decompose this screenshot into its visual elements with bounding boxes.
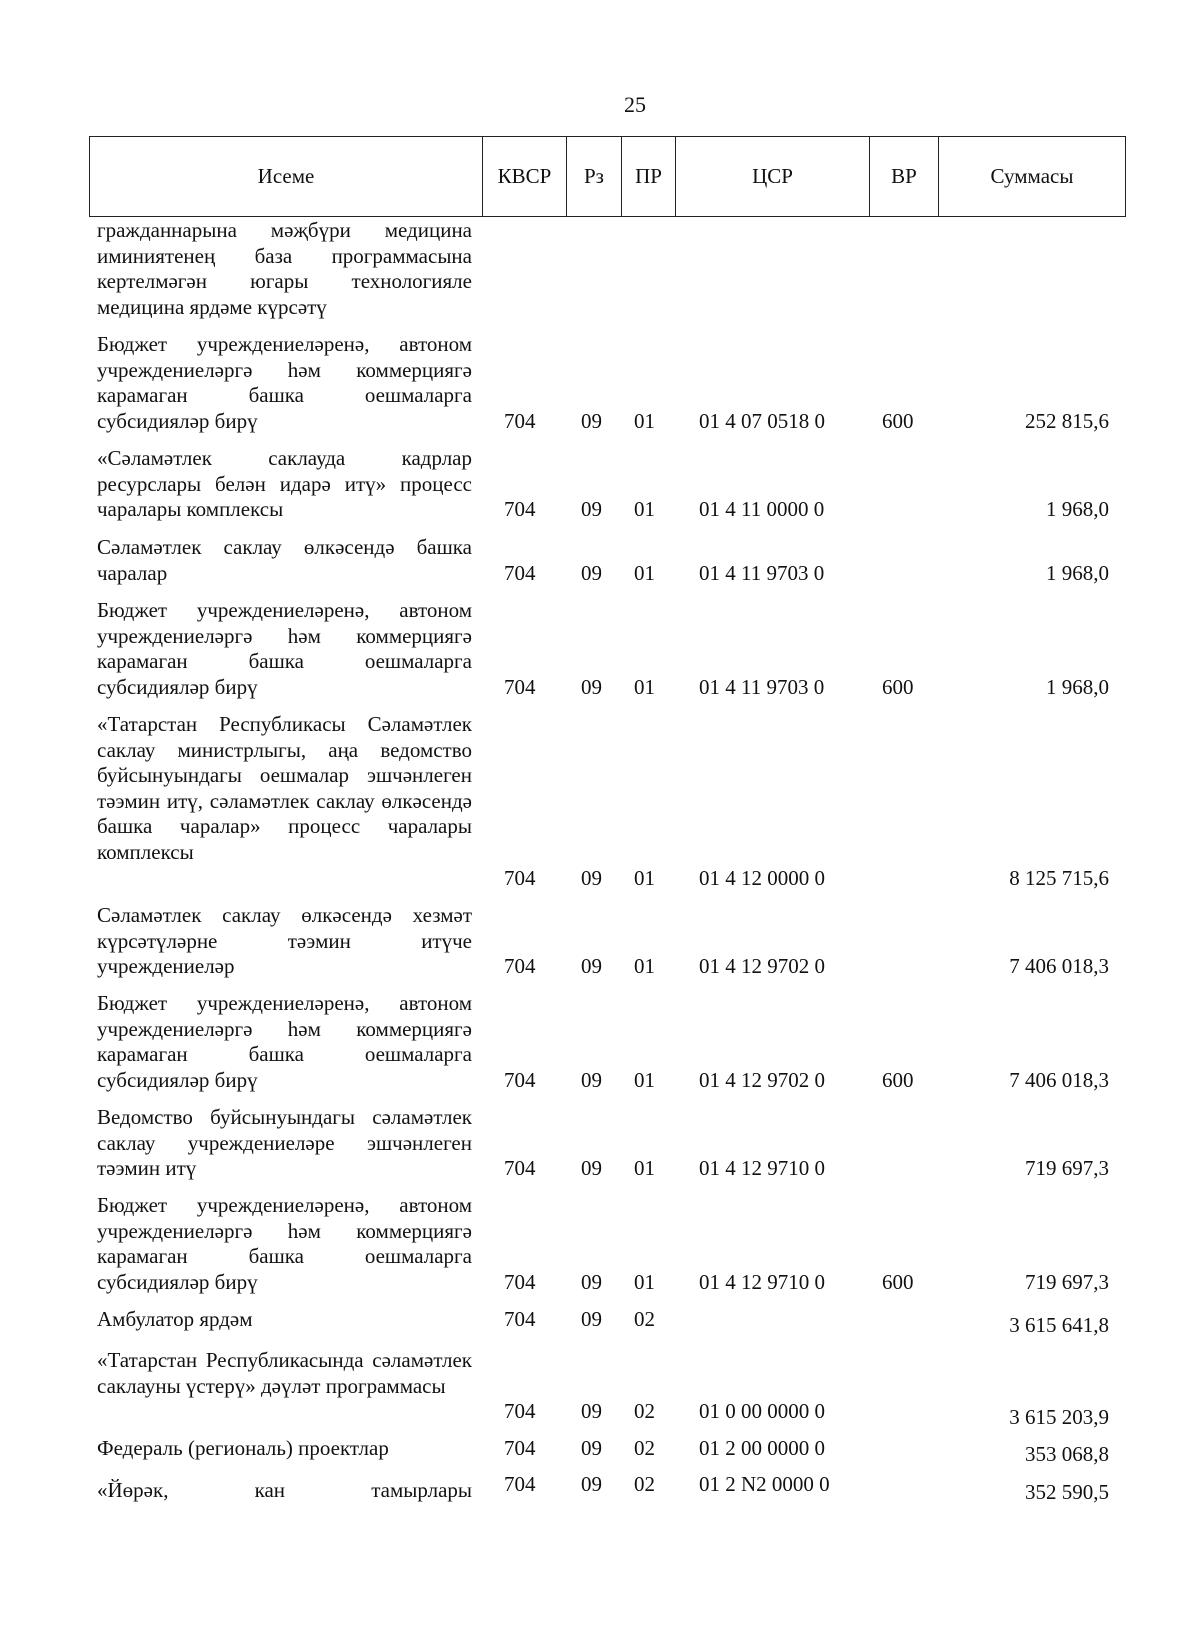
row-pr: 02	[634, 1436, 655, 1461]
row-rz: 09	[581, 1156, 602, 1181]
row-name: Бюджет учреждениеләренә, автоном учреждениеләргә һәм коммерциягә карамаган башка оешмаларга субсидияләр бирү	[97, 1193, 472, 1294]
row-rz: 09	[581, 497, 602, 522]
row-pr: 01	[634, 497, 655, 522]
row-vr: 600	[882, 1068, 914, 1093]
row-sum: 8 125 715,6	[1009, 866, 1109, 891]
row-pr: 02	[634, 1472, 655, 1497]
row-sum: 1 968,0	[1046, 561, 1109, 586]
row-csr: 01 4 12 9710 0	[699, 1156, 825, 1181]
row-name: «Татарстан Республикасында сәламәтлек саклауны үстерү» дәүләт программасы	[97, 1348, 472, 1398]
row-kvsr: 704	[504, 1270, 536, 1295]
row-name: Бюджет учреждениеләренә, автоном учреждениеләргә һәм коммерциягә карамаган башка оешмаларга субсидияләр бирү	[97, 598, 472, 699]
table-row	[89, 903, 1126, 980]
row-rz: 09	[581, 1436, 602, 1461]
row-vr: 600	[882, 409, 914, 434]
row-csr: 01 2 00 0000 0	[699, 1436, 825, 1461]
row-sum: 3 615 641,8	[1009, 1313, 1109, 1338]
row-csr: 01 0 00 0000 0	[699, 1399, 825, 1424]
row-kvsr: 704	[504, 1399, 536, 1424]
row-pr: 01	[634, 561, 655, 586]
row-kvsr: 704	[504, 866, 536, 891]
row-sum: 352 590,5	[1025, 1480, 1109, 1505]
row-csr: 01 4 12 9702 0	[699, 1068, 825, 1093]
row-kvsr: 704	[504, 497, 536, 522]
row-name: Ведомство буйсынуындагы сәламәтлек саклау учреждениеләре эшчәнлеген тәэмин итү	[97, 1105, 472, 1181]
header-pr: ПР	[622, 137, 676, 216]
table-row	[89, 712, 1126, 892]
header-kvsr: КВСР	[483, 137, 567, 216]
row-pr: 01	[634, 1270, 655, 1295]
row-sum: 1 968,0	[1046, 497, 1109, 522]
row-csr: 01 4 11 0000 0	[699, 497, 825, 522]
header-vr: ВР	[870, 137, 939, 216]
row-kvsr: 704	[504, 1472, 536, 1497]
row-name: Федераль (региональ) проектлар	[97, 1436, 389, 1460]
row-name: «Йөрәк, кан тамырлары	[97, 1478, 472, 1502]
row-pr: 01	[634, 954, 655, 979]
row-csr: 01 4 11 9703 0	[699, 561, 825, 586]
row-kvsr: 704	[504, 1068, 536, 1093]
row-name: Амбулатор ярдәм	[97, 1307, 253, 1331]
row-name: гражданнарына мәҗбүри медицина иминиятенең база программасына кертелмәгән югары технологияле медицина ярдәме күрсәтү	[97, 218, 472, 319]
row-vr: 600	[882, 1270, 914, 1295]
row-csr: 01 4 12 9710 0	[699, 1270, 825, 1295]
row-rz: 09	[581, 954, 602, 979]
row-csr: 01 4 12 0000 0	[699, 866, 825, 891]
row-sum: 1 968,0	[1046, 675, 1109, 700]
table-header	[89, 136, 1126, 217]
row-rz: 09	[581, 675, 602, 700]
table-row	[89, 218, 1126, 321]
table-row	[89, 1105, 1126, 1182]
row-sum: 3 615 203,9	[1009, 1405, 1109, 1430]
header-sum: Суммасы	[990, 164, 1074, 188]
row-name: «Татарстан Республикасы Сәламәтлек саклау министрлыгы, аңа ведомство буйсынуындагы оешмалар эшчәнлеген тәэмин итү, сәламәтлек саклау өлкәсендә башка чаралар» процесс чаралары комплексы	[97, 712, 472, 864]
row-rz: 09	[581, 1399, 602, 1424]
row-sum: 719 697,3	[1025, 1156, 1109, 1181]
table-row	[89, 1472, 1126, 1508]
row-pr: 01	[634, 675, 655, 700]
row-csr: 01 2 N2 0000 0	[699, 1472, 830, 1497]
row-name: Бюджет учреждениеләренә, автоном учреждениеләргә һәм коммерциягә карамаган башка оешмаларга субсидияләр бирү	[97, 991, 472, 1092]
row-csr: 01 4 12 9702 0	[699, 954, 825, 979]
row-name: «Сәламәтлек саклауда кадрлар ресурслары белән идарә итү» процесс чаралары комплексы	[97, 446, 472, 522]
header-csr: ЦСР	[676, 137, 870, 216]
row-rz: 09	[581, 409, 602, 434]
row-rz: 09	[581, 1472, 602, 1497]
row-sum: 7 406 018,3	[1009, 954, 1109, 979]
table-row	[89, 598, 1126, 701]
row-sum: 252 815,6	[1025, 409, 1109, 434]
row-rz: 09	[581, 1307, 602, 1332]
header-rz: Рз	[567, 137, 622, 216]
row-rz: 09	[581, 866, 602, 891]
row-kvsr: 704	[504, 561, 536, 586]
table-row	[89, 332, 1126, 435]
row-pr: 01	[634, 1068, 655, 1093]
row-sum: 353 068,8	[1025, 1442, 1109, 1467]
row-vr: 600	[882, 675, 914, 700]
row-name: Сәламәтлек саклау өлкәсендә башка чаралар	[97, 535, 472, 585]
table-row	[89, 991, 1126, 1094]
row-rz: 09	[581, 1270, 602, 1295]
page-number: 25	[624, 92, 646, 117]
row-sum: 719 697,3	[1025, 1270, 1109, 1295]
table-row	[89, 1193, 1126, 1296]
row-pr: 02	[634, 1307, 655, 1332]
row-kvsr: 704	[504, 409, 536, 434]
row-kvsr: 704	[504, 954, 536, 979]
table-row	[89, 1436, 1126, 1466]
table-row	[89, 446, 1126, 523]
row-pr: 01	[634, 409, 655, 434]
row-rz: 09	[581, 1068, 602, 1093]
row-pr: 02	[634, 1399, 655, 1424]
header-name: Исеме	[90, 137, 483, 216]
table-row	[89, 535, 1126, 587]
row-kvsr: 704	[504, 1156, 536, 1181]
row-sum: 7 406 018,3	[1009, 1068, 1109, 1093]
row-kvsr: 704	[504, 1436, 536, 1461]
row-rz: 09	[581, 561, 602, 586]
row-csr: 01 4 11 9703 0	[699, 675, 825, 700]
row-csr: 01 4 07 0518 0	[699, 409, 825, 434]
row-kvsr: 704	[504, 1307, 536, 1332]
row-name: Сәламәтлек саклау өлкәсендә хезмәт күрсәтүләрне тәэмин итүче учреждениеләр	[97, 903, 472, 979]
row-pr: 01	[634, 866, 655, 891]
row-name: Бюджет учреждениеләренә, автоном учреждениеләргә һәм коммерциягә карамаган башка оешмаларга субсидияләр бирү	[97, 332, 472, 433]
table-row	[89, 1307, 1126, 1337]
row-kvsr: 704	[504, 675, 536, 700]
table-row	[89, 1348, 1126, 1430]
row-pr: 01	[634, 1156, 655, 1181]
